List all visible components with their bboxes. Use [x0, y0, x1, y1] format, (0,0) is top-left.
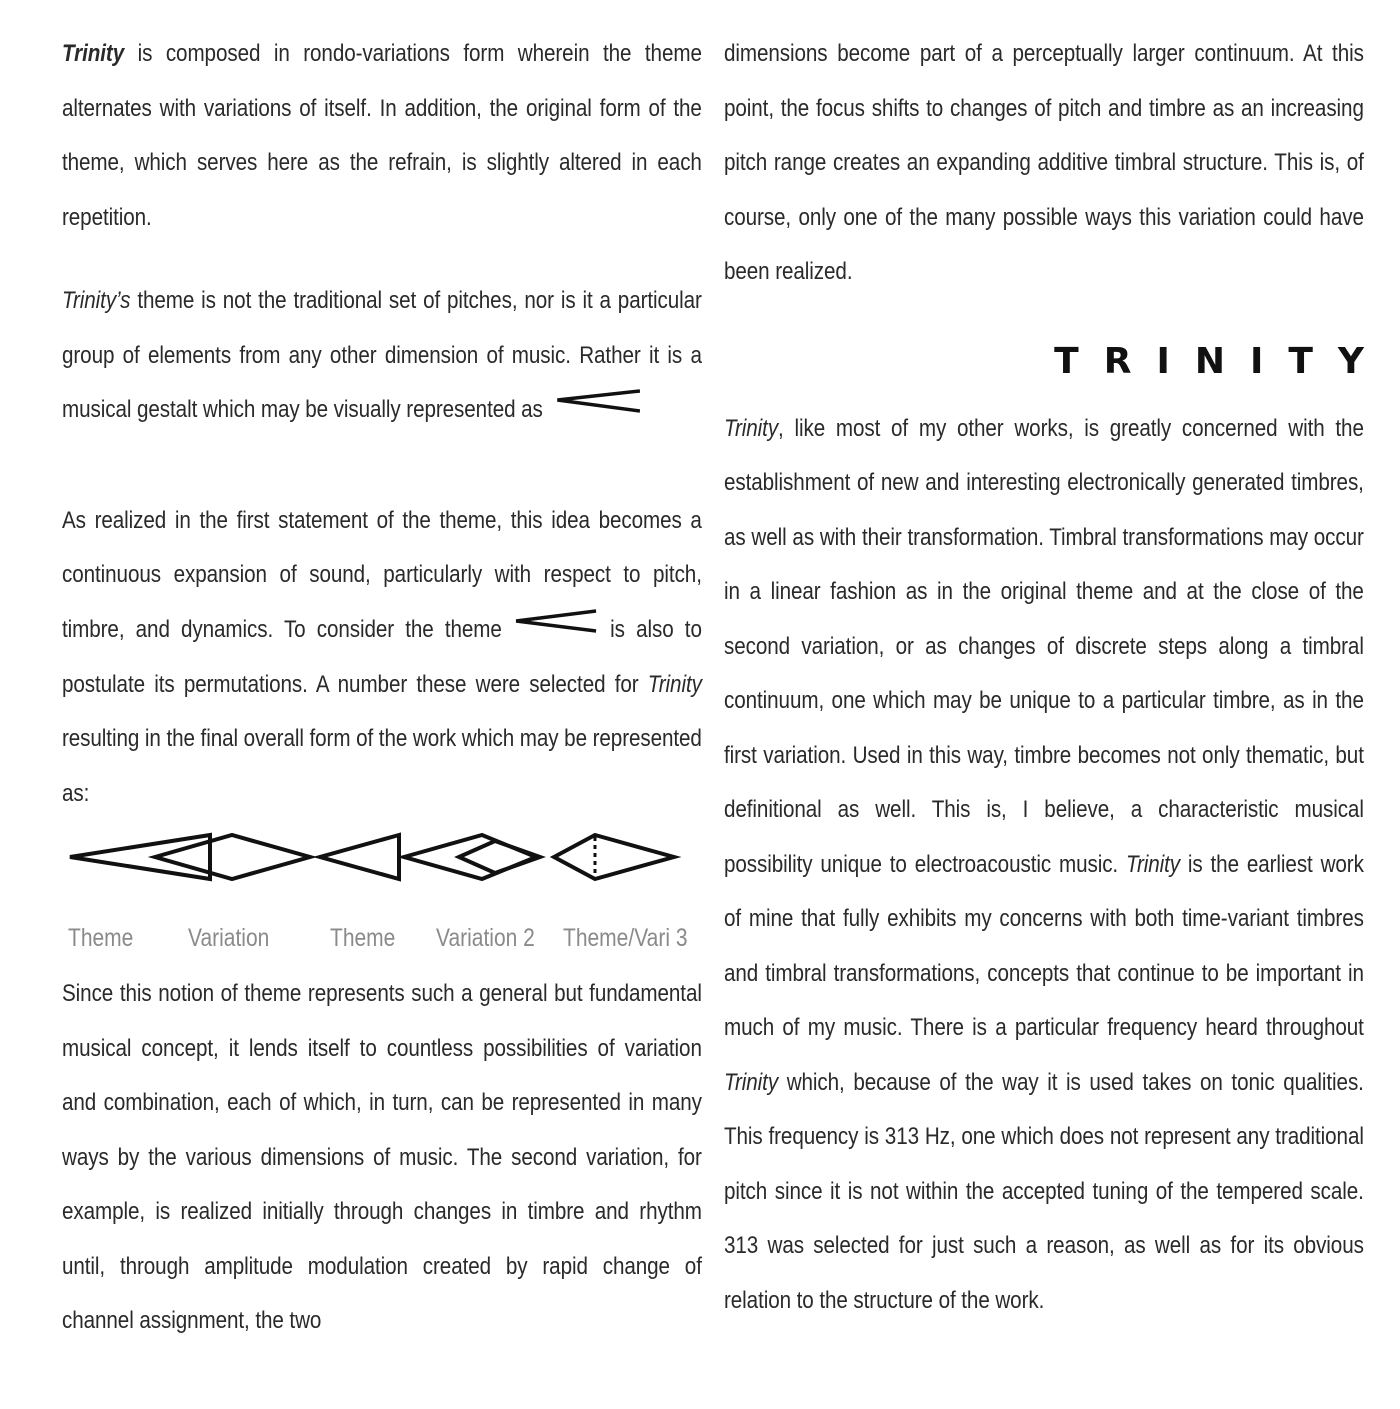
work-title: Trinity — [1125, 850, 1181, 878]
work-title: Trinity’s — [62, 287, 131, 314]
work-title: Trinity — [724, 414, 779, 442]
form-label-theme-variation-3: Theme/Vari 3 — [563, 924, 688, 953]
form-shapes — [62, 829, 702, 924]
overall-form-diagram — [62, 829, 702, 959]
paragraph-timbre — [724, 402, 1364, 1329]
form-label-theme: Theme — [68, 924, 134, 953]
paragraph-text: As realized in the first statement of the theme, this idea becomes a continuous expansion of sound, particularly with respect to pitch, timbre, and dynamics. To consider the theme — [62, 506, 702, 643]
work-title: Trinity — [647, 670, 702, 698]
theme-variation-3-shape — [554, 835, 674, 879]
paragraph-continuum — [724, 27, 1364, 300]
theme-crescendo-icon — [554, 381, 642, 436]
work-title: Trinity — [62, 40, 125, 67]
paragraph-text: , like most of my other works, is greatly concerned with the establishment of new and interesting electronically generated timbres, as well as with their transformation. Timbral transformations may occur in a linear fashion as in the original theme and at the close of the second variation, or as changes of discrete steps along a timbral continuum, one which may be unique to a particular timbre, as in the first variation. Used in this way, timbre becomes not only thematic, but definitional as well. This is, I believe, a characteristic musical possibility unique to electroacoustic music. — [724, 414, 1364, 878]
form-label-theme: Theme — [330, 924, 396, 953]
paragraph-theme-definition — [62, 274, 702, 438]
left-column — [62, 27, 702, 1349]
section-heading: TRINITY — [1054, 340, 1389, 382]
right-column — [724, 27, 1389, 1328]
paragraph-text: resulting in the final overall form of the work which may be represented as: — [62, 725, 702, 807]
form-label-variation: Variation — [188, 924, 270, 953]
paragraph-text: is the earliest work of mine that fully exhibits my concerns with both time-variant timbres and timbral transformations, concepts that continue to be important in much of my music. There is a particular frequency heard throughout — [724, 850, 1364, 1041]
paragraph-text: is also to postulate its permutations. A number these were selected for — [62, 615, 702, 698]
paragraph-form-intro — [62, 27, 702, 245]
paragraph-text: which, because of the way it is used takes on tonic qualities. This frequency is 313 Hz, one which does not represent any traditional pitch since it is not within the accepted tuning of the tempered scale. 313 was selected for just such a reason, as well as for its obvious relation to the structure of the work. — [724, 1068, 1364, 1314]
theme-shape-1 — [70, 835, 210, 879]
paragraph-theme-realization — [62, 494, 702, 821]
variation-2-shape — [404, 835, 540, 879]
paragraph-text: is composed in rondo-variations form wherein the theme alternates with variations of itself. In addition, the original form of the theme, which serves here as the refrain, is slightly altered in each repetition. — [62, 40, 702, 231]
paragraph-text: theme is not the traditional set of pitches, nor is it a particular group of elements from any other dimension of music. Rather it is a musical gestalt which may be visually represented as — [62, 287, 702, 423]
paragraph-text: Since this notion of theme represents such a general but fundamental musical concept, it lends itself to countless possibilities of variation and combination, each of which, in turn, can be represented in many ways by the various dimensions of music. The second variation, for example, is realized initially through changes in timbre and rhythm until, through amplitude modulation created by rapid change of channel assignment, the two — [62, 980, 702, 1335]
paragraph-text: dimensions become part of a perceptually larger continuum. At this point, the focus shifts to changes of pitch and timbre as an increasing pitch range creates an expanding additive timbral structure. This is, of course, only one of the many possible ways this variation could have been realized. — [724, 40, 1364, 285]
work-title: Trinity — [724, 1068, 779, 1096]
form-label-variation-2: Variation 2 — [436, 924, 535, 953]
theme-shape-2 — [320, 835, 399, 879]
paragraph-theme-variation — [62, 967, 702, 1349]
theme-crescendo-icon — [513, 601, 599, 656]
